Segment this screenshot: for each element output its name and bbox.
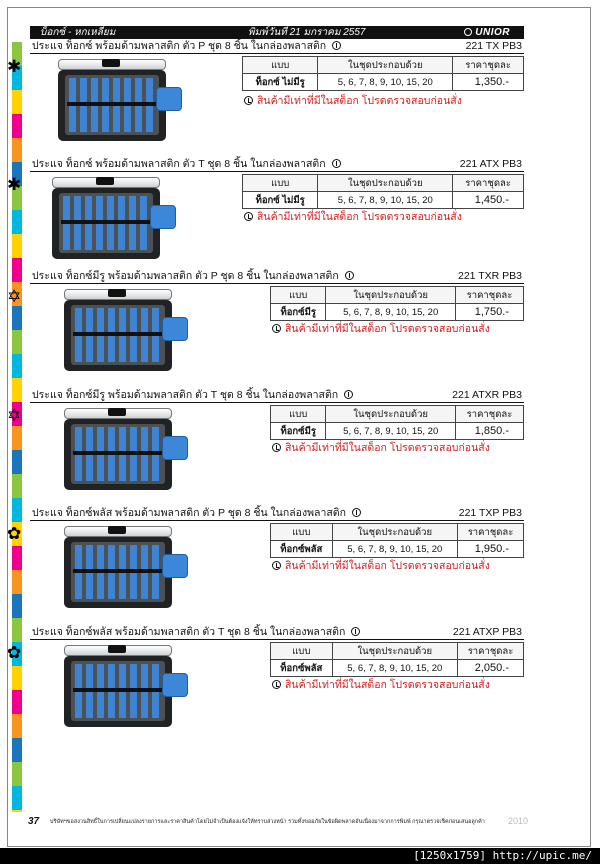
- product-section: [7, 270, 524, 388]
- product-table: [270, 405, 524, 440]
- product-code: 221 TXP PB3: [458, 507, 522, 519]
- color-strip-segment: [12, 330, 22, 354]
- col-price-header: ราคาชุดละ: [453, 57, 524, 74]
- col-price-header: ราคาชุดละ: [455, 287, 523, 304]
- color-strip-segment: [12, 498, 22, 522]
- product-title: ประแจ ท็อกซ์ พร้อมด้ามพลาสติก ตัว T ชุด 8 ชิ้น ในกล่องพลาสติก: [32, 158, 341, 171]
- product-case-image: [62, 289, 176, 373]
- stock-note: สินค้ามีเท่าที่มีในสต็อก โปรดตรวจสอบก่อนสั่ง: [244, 92, 462, 109]
- product-table: [270, 523, 524, 558]
- color-strip-segment: [12, 258, 22, 282]
- col-price-header: ราคาชุดละ: [453, 175, 524, 192]
- col-type-header: แบบ: [271, 524, 333, 541]
- clock-icon: [352, 508, 361, 517]
- col-price-header: ราคาชุดละ: [458, 524, 524, 541]
- price-cell: 1,450.-: [453, 192, 524, 209]
- color-strip-segment: [12, 138, 22, 162]
- product-case-image: [50, 177, 164, 261]
- product-case-image: [56, 59, 170, 143]
- type-cell: ท็อกซ์พลัส: [271, 660, 333, 677]
- product-section: [7, 389, 524, 507]
- col-type-header: แบบ: [271, 406, 326, 423]
- price-cell: 1,850.-: [455, 423, 523, 440]
- color-strip-segment: [12, 354, 22, 378]
- clock-icon: [272, 561, 281, 570]
- contents-cell: 5, 6, 7, 8, 9, 10, 15, 20: [318, 192, 453, 209]
- product-title-bar: [30, 270, 524, 284]
- clock-icon: [244, 212, 253, 221]
- color-strip-segment: [12, 546, 22, 570]
- price-cell: 2,050.-: [458, 660, 524, 677]
- col-contents-header: ในชุดประกอบด้วย: [326, 287, 456, 304]
- product-title: ประแจ ท็อกซ์พลัส พร้อมด้ามพลาสติก ตัว T ชุด 8 ชิ้น ในกล่องพลาสติก: [32, 626, 360, 639]
- col-contents-header: ในชุดประกอบด้วย: [332, 524, 458, 541]
- brand-name: UNIOR: [475, 27, 510, 38]
- color-strip-segment: [12, 90, 22, 114]
- color-strip-segment: [12, 786, 22, 810]
- color-strip-segment: [12, 714, 22, 738]
- clock-icon: [345, 271, 354, 280]
- clock-icon: [344, 390, 353, 399]
- product-table: [270, 286, 524, 321]
- type-cell: ท็อกซ์ ไม่มีรู: [243, 192, 318, 209]
- contents-cell: 5, 6, 7, 8, 9, 10, 15, 20: [332, 541, 458, 558]
- brand-mark-icon: [464, 28, 472, 36]
- type-cell: ท็อกซ์มีรู: [271, 304, 326, 321]
- col-type-header: แบบ: [271, 287, 326, 304]
- torx-symbol-icon: ✡: [7, 406, 22, 425]
- product-table: [242, 174, 524, 209]
- category-label: บ็อกซ์ - หกเหลี่ยม: [40, 27, 116, 38]
- product-table: [270, 642, 524, 677]
- header-bar: [30, 26, 524, 39]
- price-cell: 1,350.-: [453, 74, 524, 91]
- contents-cell: 5, 6, 7, 8, 9, 10, 15, 20: [326, 423, 456, 440]
- product-title-bar: [30, 40, 524, 54]
- color-strip-segment: [12, 666, 22, 690]
- col-type-header: แบบ: [271, 643, 333, 660]
- torx-symbol-icon: ✱: [7, 57, 22, 76]
- type-cell: ท็อกซ์พลัส: [271, 541, 333, 558]
- torx-symbol-icon: ✡: [7, 287, 22, 306]
- product-title-bar: [30, 626, 524, 640]
- torx-symbol-icon: ✿: [7, 524, 22, 543]
- color-strip-segment: [12, 450, 22, 474]
- product-case-image: [62, 645, 176, 729]
- product-table: [242, 56, 524, 91]
- color-strip-segment: [12, 594, 22, 618]
- col-price-header: ราคาชุดละ: [455, 406, 523, 423]
- watermark-link[interactable]: [1250x1759] http://upic.me/: [413, 849, 592, 862]
- product-section: [7, 626, 524, 744]
- color-strip-segment: [12, 114, 22, 138]
- color-strip-segment: [12, 810, 22, 812]
- price-cell: 1,750.-: [455, 304, 523, 321]
- product-code: 221 ATXP PB3: [452, 626, 522, 638]
- color-strip-segment: [12, 474, 22, 498]
- product-section: [7, 40, 524, 158]
- col-type-header: แบบ: [243, 175, 318, 192]
- footer-disclaimer: บริษัทฯขอสงวนสิทธิ์ในการเปลี่ยนแปลงรายการและราคาสินค้าโดยไม่จำเป็นต้องแจ้งให้ทราบล่วงหน้า รวมทั้งขออภัยในข้อผิดพลาดอันเนื่องมาจากการพิมพ์ กรุณาตรวจเช็คก่อนเสนอลูกค้า: [50, 819, 485, 825]
- stock-note: สินค้ามีเท่าที่มีในสต็อก โปรดตรวจสอบก่อนสั่ง: [244, 208, 462, 225]
- product-title-bar: [30, 507, 524, 521]
- col-contents-header: ในชุดประกอบด้วย: [318, 57, 453, 74]
- col-type-header: แบบ: [243, 57, 318, 74]
- product-case-image: [62, 526, 176, 610]
- col-contents-header: ในชุดประกอบด้วย: [326, 406, 456, 423]
- clock-icon: [272, 443, 281, 452]
- contents-cell: 5, 6, 7, 8, 9, 10, 15, 20: [326, 304, 456, 321]
- color-strip-segment: [12, 738, 22, 762]
- color-strip-segment: [12, 570, 22, 594]
- stock-note: สินค้ามีเท่าที่มีในสต็อก โปรดตรวจสอบก่อนสั่ง: [272, 320, 490, 337]
- clock-icon: [351, 627, 360, 636]
- print-date: พิมพ์วันที่ 21 มกราคม 2557: [248, 27, 366, 38]
- color-strip-segment: [12, 210, 22, 234]
- color-strip-segment: [12, 618, 22, 642]
- clock-icon: [332, 159, 341, 168]
- type-cell: ท็อกซ์ ไม่มีรู: [243, 74, 318, 91]
- color-strip-segment: [12, 306, 22, 330]
- product-code: 221 TX PB3: [465, 40, 522, 52]
- torx-symbol-icon: ✿: [7, 643, 22, 662]
- clock-icon: [244, 96, 253, 105]
- product-title: ประแจ ท็อกซ์มีรู พร้อมด้ามพลาสติก ตัว T ชุด 8 ชิ้น ในกล่องพลาสติก: [32, 389, 353, 402]
- product-code: 221 ATX PB3: [459, 158, 522, 170]
- contents-cell: 5, 6, 7, 8, 9, 10, 15, 20: [332, 660, 458, 677]
- product-title-bar: [30, 158, 524, 172]
- col-contents-header: ในชุดประกอบด้วย: [318, 175, 453, 192]
- footer-year: 2010: [508, 816, 529, 826]
- contents-cell: 5, 6, 7, 8, 9, 10, 15, 20: [318, 74, 453, 91]
- product-section: [7, 507, 524, 625]
- product-case-image: [62, 408, 176, 492]
- page-number: 37: [28, 816, 40, 827]
- color-strip-segment: [12, 426, 22, 450]
- color-strip-segment: [12, 762, 22, 786]
- color-strip-segment: [12, 234, 22, 258]
- product-code: 221 ATXR PB3: [452, 389, 522, 401]
- torx-symbol-icon: ✱: [7, 175, 22, 194]
- col-contents-header: ในชุดประกอบด้วย: [332, 643, 458, 660]
- type-cell: ท็อกซ์มีรู: [271, 423, 326, 440]
- product-title: ประแจ ท็อกซ์ พร้อมด้ามพลาสติก ตัว P ชุด 8 ชิ้น ในกล่องพลาสติก: [32, 40, 341, 53]
- product-title: ประแจ ท็อกซ์พลัส พร้อมด้ามพลาสติก ตัว P ชุด 8 ชิ้น ในกล่องพลาสติก: [32, 507, 361, 520]
- stock-note: สินค้ามีเท่าที่มีในสต็อก โปรดตรวจสอบก่อนสั่ง: [272, 676, 490, 693]
- stock-note: สินค้ามีเท่าที่มีในสต็อก โปรดตรวจสอบก่อนสั่ง: [272, 439, 490, 456]
- clock-icon: [272, 680, 281, 689]
- clock-icon: [332, 41, 341, 50]
- price-cell: 1,950.-: [458, 541, 524, 558]
- color-strip-segment: [12, 690, 22, 714]
- product-section: [7, 158, 524, 276]
- brand-logo: [464, 26, 510, 39]
- col-price-header: ราคาชุดละ: [458, 643, 524, 660]
- clock-icon: [272, 324, 281, 333]
- stock-note: สินค้ามีเท่าที่มีในสต็อก โปรดตรวจสอบก่อนสั่ง: [272, 557, 490, 574]
- product-code: 221 TXR PB3: [457, 270, 522, 282]
- product-title: ประแจ ท็อกซ์มีรู พร้อมด้ามพลาสติก ตัว P ชุด 8 ชิ้น ในกล่องพลาสติก: [32, 270, 354, 283]
- product-title-bar: [30, 389, 524, 403]
- color-strip-segment: [12, 378, 22, 402]
